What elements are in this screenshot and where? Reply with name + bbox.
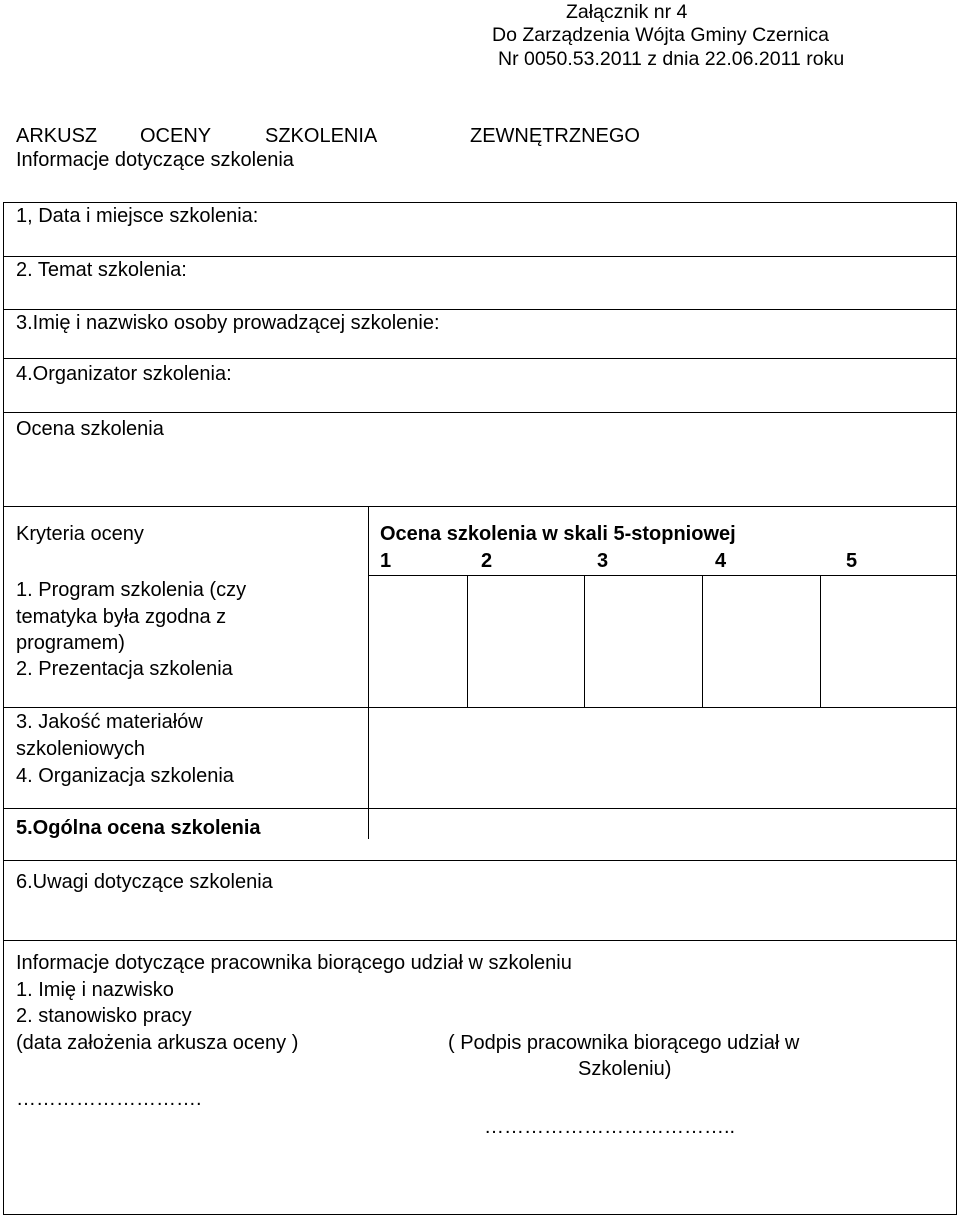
scale-5: 5 bbox=[846, 550, 858, 572]
criterion-3-line1: 3. Jakość materiałów bbox=[16, 711, 203, 733]
divider bbox=[3, 808, 957, 809]
score-column-divider bbox=[702, 575, 703, 707]
scale-4: 4 bbox=[715, 550, 727, 572]
scale-1: 1 bbox=[380, 550, 392, 572]
date-label: (data założenia arkusza oceny ) bbox=[16, 1032, 299, 1054]
divider bbox=[3, 412, 957, 413]
criterion-1-line3: programem) bbox=[16, 632, 125, 654]
criteria-header: Kryteria oceny bbox=[16, 523, 144, 545]
scale-divider bbox=[368, 575, 957, 576]
title-word-zewnetrznego: ZEWNĘTRZNEGO bbox=[470, 125, 640, 147]
score-column-divider bbox=[467, 575, 468, 707]
criteria-column-divider bbox=[368, 506, 369, 839]
criterion-2: 2. Prezentacja szkolenia bbox=[16, 658, 233, 680]
scale-header: Ocena szkolenia w skali 5-stopniowej bbox=[380, 523, 736, 545]
employee-name-label: 1. Imię i nazwisko bbox=[16, 979, 174, 1001]
field-date-place: 1, Data i miejsce szkolenia: bbox=[16, 205, 259, 227]
divider bbox=[3, 358, 957, 359]
remarks-label: 6.Uwagi dotyczące szkolenia bbox=[16, 871, 273, 893]
title-word-arkusz: ARKUSZ bbox=[16, 125, 98, 147]
signature-label-line1: ( Podpis pracownika biorącego udział w bbox=[448, 1032, 800, 1054]
overall-rating: 5.Ogólna ocena szkolenia bbox=[16, 817, 261, 839]
criterion-1-line1: 1. Program szkolenia (czy bbox=[16, 579, 247, 601]
field-trainer-name: 3.Imię i nazwisko osoby prowadzącej szkolenie: bbox=[16, 312, 440, 334]
score-column-divider bbox=[584, 575, 585, 707]
scale-3: 3 bbox=[597, 550, 609, 572]
criterion-3-line2: szkoleniowych bbox=[16, 738, 145, 760]
title-word-oceny: OCENY bbox=[140, 125, 212, 147]
score-column-divider bbox=[820, 575, 821, 707]
divider bbox=[3, 707, 957, 708]
field-organizer: 4.Organizator szkolenia: bbox=[16, 363, 232, 385]
scale-2: 2 bbox=[481, 550, 493, 572]
regulation-reference: Do Zarządzenia Wójta Gminy Czernica bbox=[492, 24, 830, 46]
signature-label-line2: Szkoleniu) bbox=[578, 1058, 672, 1080]
divider bbox=[3, 506, 957, 507]
subtitle: Informacje dotyczące szkolenia bbox=[16, 149, 294, 171]
regulation-number-date: Nr 0050.53.2011 z dnia 22.06.2011 roku bbox=[498, 48, 845, 70]
date-dots: ………………………. bbox=[16, 1088, 202, 1110]
criterion-4: 4. Organizacja szkolenia bbox=[16, 765, 234, 787]
employee-heading: Informacje dotyczące pracownika biorącego udział w szkoleniu bbox=[16, 952, 572, 974]
rating-heading: Ocena szkolenia bbox=[16, 418, 164, 440]
title-word-szkolenia: SZKOLENIA bbox=[265, 125, 378, 147]
divider bbox=[3, 860, 957, 861]
signature-dots: ……………………………….. bbox=[484, 1116, 736, 1138]
field-topic: 2. Temat szkolenia: bbox=[16, 259, 187, 281]
criterion-1-line2: tematyka była zgodna z bbox=[16, 606, 227, 628]
employee-position-label: 2. stanowisko pracy bbox=[16, 1005, 192, 1027]
divider bbox=[3, 940, 957, 941]
annex-number: Załącznik nr 4 bbox=[566, 1, 688, 23]
